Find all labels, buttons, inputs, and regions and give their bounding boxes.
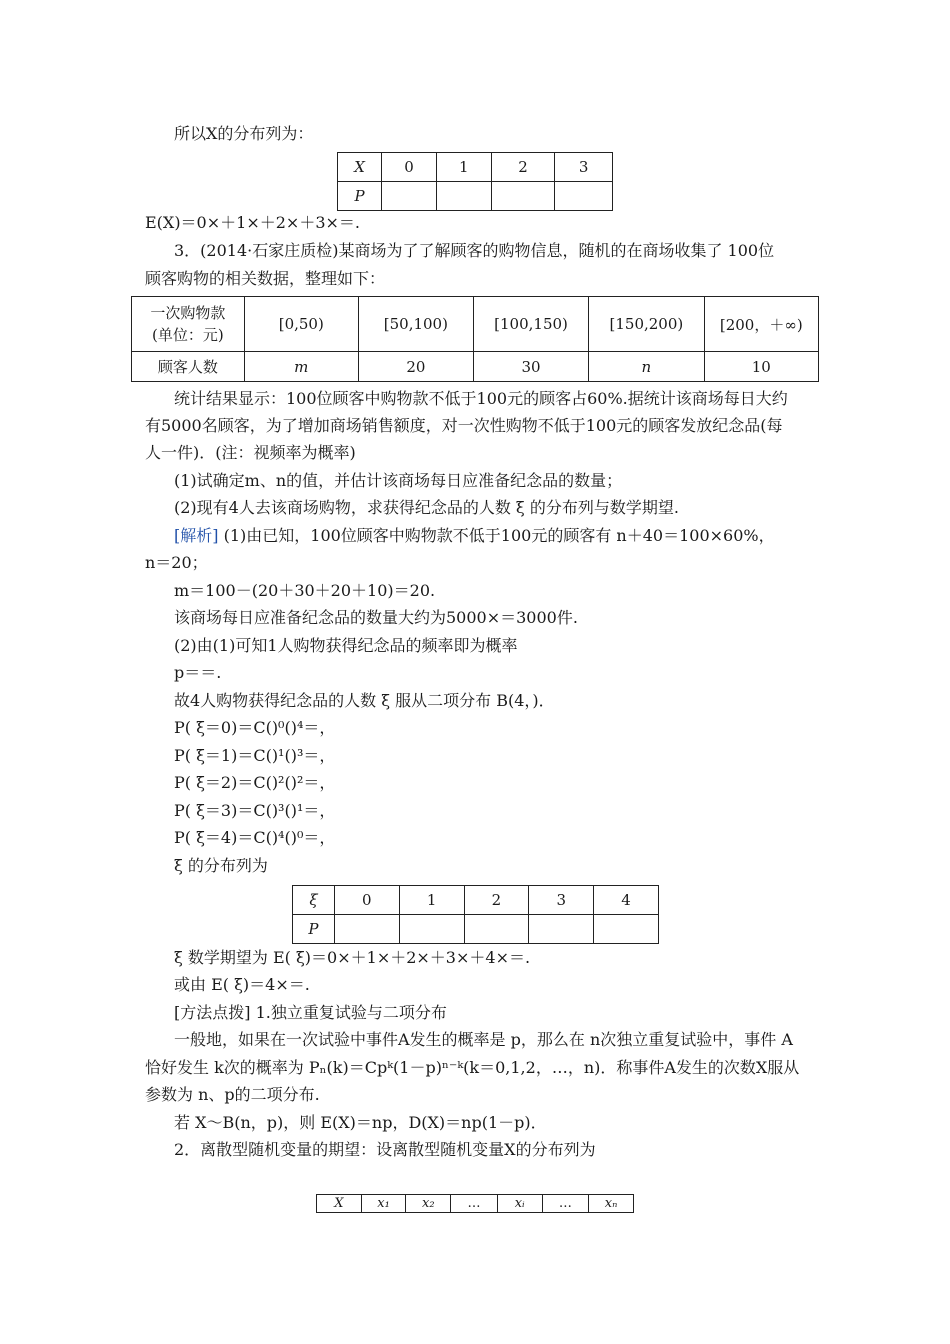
solution-line: n＝20； <box>145 553 208 572</box>
solution-line: p＝＝. <box>174 663 222 682</box>
distribution-table-xi <box>292 885 659 944</box>
table-cell: 4 <box>594 886 659 915</box>
method-line: 一般地，如果在一次试验中事件A发生的概率是 p，那么在 n次独立重复试验中，事件 A <box>174 1030 793 1049</box>
solution-line: (2)由(1)可知1人购物获得纪念品的频率即为概率 <box>174 636 518 655</box>
text-line: 人一件)．(注：视频率为概率) <box>145 443 356 462</box>
method-line: 若 X～B(n，p)，则 E(X)＝np，D(X)＝np(1－p)． <box>174 1113 547 1132</box>
table-cell: X <box>317 1195 362 1213</box>
table-cell <box>594 915 659 944</box>
table-cell <box>436 182 491 211</box>
intro-line: 所以X的分布列为： <box>174 124 314 143</box>
expectation-line: E(X)＝0×＋1×＋2×＋3×＝. <box>145 213 360 232</box>
solution-text: (1)由已知，100位顾客中购物款不低于100元的顾客有 n＋40＝100×60%， <box>223 526 775 545</box>
solution-line: P( ξ＝0)＝C()⁰()⁴＝， <box>174 718 336 737</box>
solution-first-line <box>174 526 775 546</box>
method-tag: [方法点拨] <box>174 1003 251 1022</box>
method-title: 1.独立重复试验与二项分布 <box>255 1003 447 1022</box>
table-cell: x₂ <box>406 1195 451 1213</box>
question-1: (1)试确定m、n的值，并估计该商场每日应准备纪念品的数量； <box>174 471 623 490</box>
table-cell: 30 <box>473 352 588 382</box>
table-cell: … <box>542 1195 589 1213</box>
table-cell: X <box>338 153 382 182</box>
header-label-line: (单位：元) <box>151 326 224 344</box>
text-line: 有5000名顾客，为了增加商场销售额度，对一次性购物不低于100元的顾客发放纪念品(每 <box>145 416 783 435</box>
table-cell <box>399 915 464 944</box>
table-cell: n <box>589 352 704 382</box>
method-line: 2．离散型随机变量的期望：设离散型随机变量X的分布列为 <box>174 1140 596 1159</box>
solution-line: P( ξ＝3)＝C()³()¹＝， <box>174 801 336 820</box>
table-cell: 2 <box>464 886 529 915</box>
solution-line: P( ξ＝1)＝C()¹()³＝， <box>174 746 336 765</box>
solution-line: P( ξ＝4)＝C()⁴()⁰＝， <box>174 828 336 847</box>
table-cell: xᵢ <box>497 1195 542 1213</box>
table-cell <box>491 182 555 211</box>
table-cell: ξ <box>293 886 335 915</box>
table-cell: 0 <box>382 153 437 182</box>
table-cell: xₙ <box>589 1195 634 1213</box>
solution-line: m＝100－(20＋30＋20＋10)＝20. <box>174 581 436 600</box>
table-cell: P <box>293 915 335 944</box>
problem3-line1: 3．(2014·石家庄质检)某商场为了了解顾客的购物信息，随机的在商场收集了 100位 <box>174 241 775 260</box>
table-cell <box>464 915 529 944</box>
table-cell: [100,150) <box>473 297 588 352</box>
header-label-line: 一次购物款 <box>150 304 226 322</box>
distribution-table-x <box>337 152 613 211</box>
table-cell: x₁ <box>361 1195 406 1213</box>
text-line: 统计结果显示：100位顾客中购物款不低于100元的顾客占60%.据统计该商场每日大约 <box>174 389 788 408</box>
table-cell <box>529 915 594 944</box>
table-cell: [50,100) <box>358 297 473 352</box>
method-line: 参数为 n、p的二项分布. <box>145 1085 320 1104</box>
table-cell <box>555 182 613 211</box>
table-cell: [0,50) <box>244 297 358 352</box>
table-cell: P <box>338 182 382 211</box>
solution-line: P( ξ＝2)＝C()²()²＝， <box>174 773 336 792</box>
table-cell: … <box>451 1195 498 1213</box>
solution-tag: [解析] <box>174 526 219 545</box>
solution-line: 该商场每日应准备纪念品的数量大约为5000×＝3000件. <box>174 608 578 627</box>
method-title-line <box>174 1003 447 1023</box>
table-cell: [200，＋∞) <box>704 297 818 352</box>
table-cell: 3 <box>529 886 594 915</box>
expectation-alt: 或由 E( ξ)＝4×＝. <box>174 975 310 994</box>
table-header-cell <box>132 297 245 352</box>
table-cell: [150,200) <box>589 297 704 352</box>
table-cell: 20 <box>358 352 473 382</box>
table-cell: 0 <box>334 886 399 915</box>
distribution-table-general <box>316 1194 634 1213</box>
table-cell: 顾客人数 <box>132 352 245 382</box>
table-cell: 1 <box>399 886 464 915</box>
table-cell <box>334 915 399 944</box>
table-cell: 1 <box>436 153 491 182</box>
question-2: (2)现有4人去该商场购物，求获得纪念品的人数 ξ 的分布列与数学期望. <box>174 498 679 517</box>
table-cell: 10 <box>704 352 818 382</box>
purchase-data-table <box>131 296 819 382</box>
table-cell: 2 <box>491 153 555 182</box>
problem3-line2: 顾客购物的相关数据，整理如下： <box>145 269 386 288</box>
table-cell: m <box>244 352 358 382</box>
method-line: 恰好发生 k次的概率为 Pₙ(k)＝Cpᵏ(1－p)ⁿ⁻ᵏ(k＝0,1,2，…，n)．称事件A发生的次数X服从 <box>145 1058 800 1077</box>
expectation-xi: ξ 数学期望为 E( ξ)＝0×＋1×＋2×＋3×＋4×＝. <box>174 948 531 967</box>
table-cell: 3 <box>555 153 613 182</box>
solution-line: ξ 的分布列为 <box>174 856 268 875</box>
table-cell <box>382 182 437 211</box>
solution-line: 故4人购物获得纪念品的人数 ξ 服从二项分布 B(4，)． <box>174 691 555 710</box>
